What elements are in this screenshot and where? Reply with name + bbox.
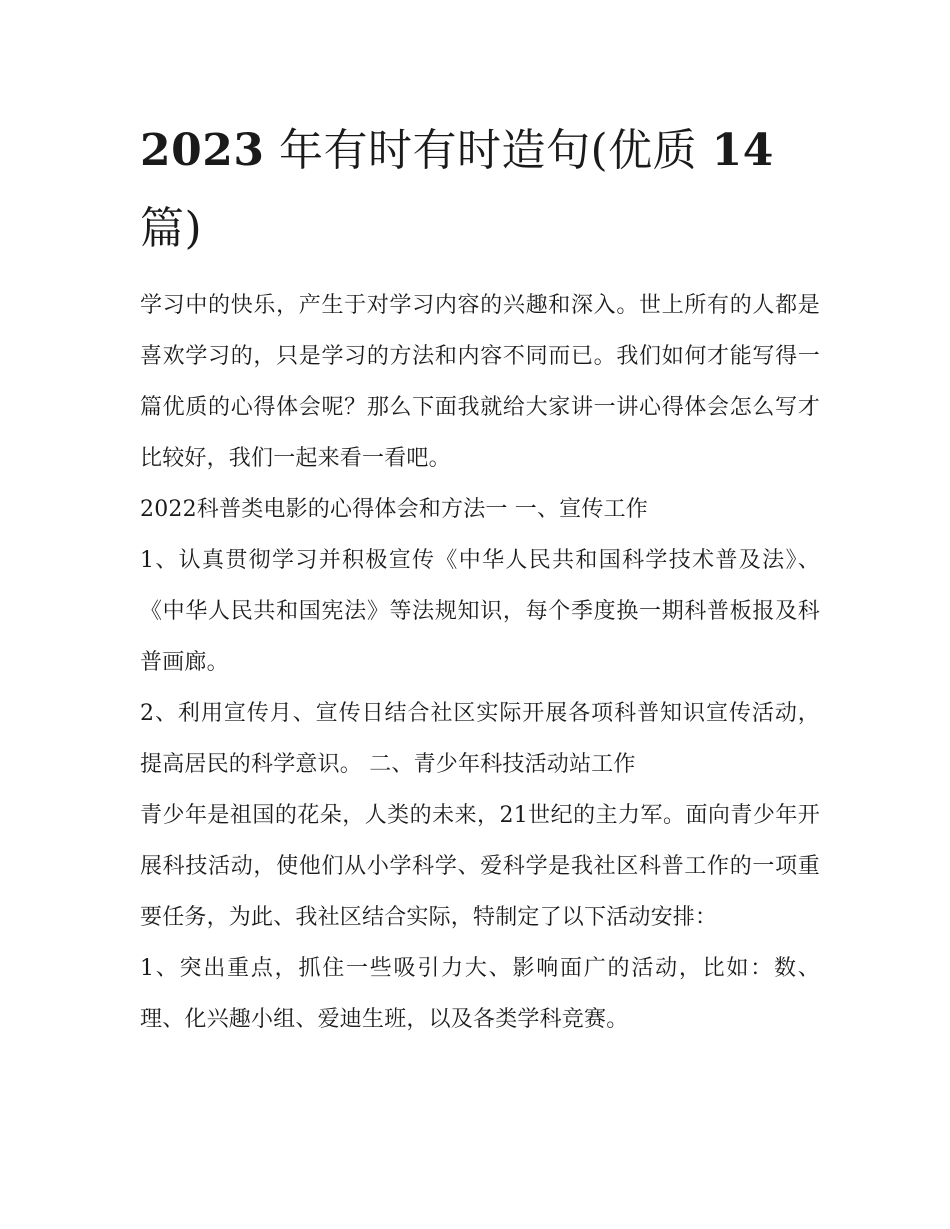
title-count: 14 <box>711 125 774 176</box>
youth-paragraph: 青少年是祖国的花朵，人类的未来，21世纪的主力军。面向青少年开展科技活动，使他们从小学科学、爱科学是我社区科普工作的一项重要任务，为此、我社区结合实际，特制定了以下活动安排： <box>140 803 820 930</box>
document-title <box>140 112 820 268</box>
intro-paragraph: 学习中的快乐，产生于对学习内容的兴趣和深入。世上所有的人都是喜欢学习的，只是学习的方法和内容不同而已。我们如何才能写得一篇优质的心得体会呢？那么下面我就给大家讲一讲心得体会怎么写才比较好，我们一起来看一看吧。 <box>140 293 820 471</box>
document-body <box>140 280 820 1045</box>
section-heading-publicity: 2022科普类电影的心得体会和方法一 一、宣传工作 <box>140 497 648 522</box>
paragraph-item-1: 1、认真贯彻学习并积极宣传《中华人民共和国科学技术普及法》、《中华人民共和国宪法》等法规知识，每个季度换一期科普板报及科普画廊。 <box>140 548 820 675</box>
title-main: 年有时有时造句(优质 <box>278 125 698 176</box>
paragraph-item-3: 1、突出重点，抓住一些吸引力大、影响面广的活动，比如：数、理、化兴趣小组、爱迪生班，以及各类学科竞赛。 <box>140 956 820 1032</box>
paragraph-item-2: 2、利用宣传月、宣传日结合社区实际开展各项科普知识宣传活动，提高居民的科学意识。 二、青少年科技活动站工作 <box>140 701 820 777</box>
title-end: 篇) <box>140 203 203 254</box>
document-page <box>140 112 820 1045</box>
title-year: 2023 <box>140 125 265 176</box>
